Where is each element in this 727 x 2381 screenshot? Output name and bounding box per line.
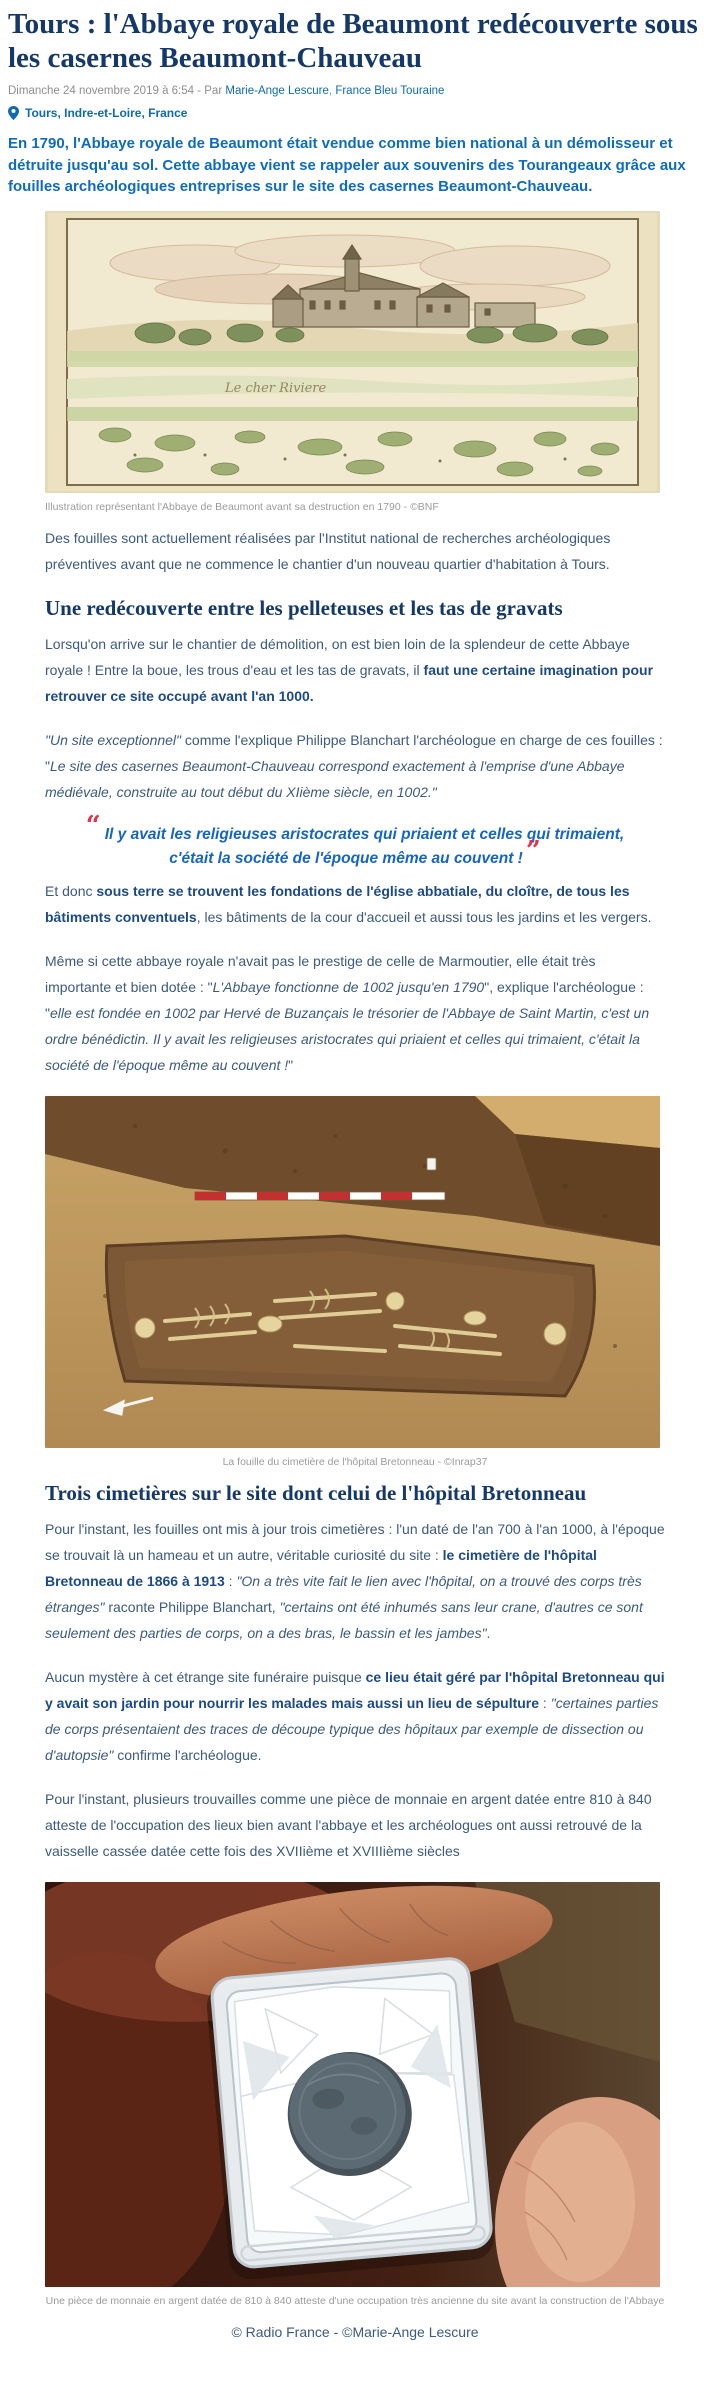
paragraph: Même si cette abbaye royale n'avait pas le prestige de celle de Marmoutier, elle était très importante et bien dotée : "L'Abbaye fonctionne de 1002 jusqu'en 1790", explique l'archéologue : "elle est fondée en 1002 par Hervé de Buzançais le trésorier de l'Abbaye de Saint Martin, c'est un ordre bénédictin. Il y avait les religieuses aristocrates qui priaient et celles qui trimaient, c'était la société de l'époque même au couvent !": [45, 952, 650, 1074]
pull-quote: [82, 811, 628, 870]
image-caption: Illustration représentant l'Abbaye de Beaumont avant sa destruction en 1790 - ©BNF: [45, 501, 439, 514]
location-row: [8, 106, 717, 120]
close-quote-icon: ”: [525, 835, 541, 866]
open-quote-icon: “: [85, 811, 101, 842]
paragraph: Pour l'instant, plusieurs trouvailles comme une pièce de monnaie en argent datée entre 810 à 840 atteste de l'occupation des lieux bien avant l'abbaye et les archéologues ont aussi retrouvé de la vaisselle cassée datée cette fois des XVIIième et XVIIIième siècles: [45, 1791, 652, 1860]
paragraph: Lorsqu'on arrive sur le chantier de démolition, on est bien loin de la splendeur de cette Abbaye royale ! Entre la boue, les trous d'eau et les tas de gravats, il faut une certaine imagination pour retrouver ce site occupé avant l'an 1000.: [45, 636, 654, 705]
article-date: Dimanche 24 novembre 2019 à 6:54 - Par: [8, 85, 226, 98]
river-inscription: Le cher Riviere: [225, 381, 327, 397]
figure-cemetery-dig: [45, 1096, 665, 1470]
photo-credit: © Radio France - ©Marie-Ange Lescure: [231, 2324, 479, 2341]
paragraph: Pour l'instant, les fouilles ont mis à jour trois cimetières : l'un daté de l'an 700 à l'an 1000, à l'époque se trouvait là un hameau et un autre, véritable curiosité du site : le cimetière de l'hôpital Bretonneau de 1866 à 1913 : "On a très vite fait le lien avec l'hôpital, on a trouvé des corps très étranges" raconte Philippe Blanchart, "certains ont été inhumés sans leur crane, d'autres ce sont seulement des parties de corps, on a des bras, le bassin et les jambes".: [45, 1520, 665, 1642]
paragraph: Aucun mystère à cet étrange site funéraire puisque ce lieu était géré par l'hôpital Bretonneau qui y avait son jardin pour nourrir les malades mais aussi un lieu de sépulture : "certaines parties de corps présentaient des traces de découpe typique des hôpitaux par exemple de dissection ou d'autopsie" confirme l'archéologue.: [45, 1669, 665, 1764]
byline: [8, 85, 717, 97]
figure-abbey-illustration: [45, 211, 665, 515]
cemetery-dig-image: [45, 1096, 660, 1448]
page-title: Tours : l'Abbaye royale de Beaumont redécouverte sous les casernes Beaumont-Chauveau: [8, 8, 698, 74]
map-pin-icon: [8, 106, 19, 120]
article-body: [45, 211, 665, 2345]
paragraph: "Un site exceptionnel" comme l'explique Philippe Blanchart l'archéologue en charge de ces fouilles : "Le site des casernes Beaumont-Chauveau correspond exactement à l'emprise d'une Abbaye médiévale, construite au tout début du XIième siècle, en 1002.": [45, 732, 663, 801]
location-link[interactable]: Tours, Indre-et-Loire, France: [25, 106, 188, 121]
station-link[interactable]: France Bleu Touraine: [335, 85, 445, 98]
image-caption: Une pièce de monnaie en argent datée de 810 à 840 atteste d'une occupation très ancienne du site avant la construction de l'Abbaye: [45, 2295, 665, 2308]
pull-quote-text: Il y avait les religieuses aristocrates qui priaient et celles qui trimaient, c'était la société de l'époque même au couvent !: [104, 826, 625, 867]
section-heading-cimetieres: Trois cimetières sur le site dont celui de l'hôpital Bretonneau: [45, 1480, 587, 1505]
author-link[interactable]: Marie-Ange Lescure: [225, 85, 329, 98]
image-caption: La fouille du cimetière de l'hôpital Bretonneau - ©Inrap37: [222, 1456, 488, 1469]
figure-silver-coin: [45, 1882, 665, 2309]
byline-separator: ,: [328, 85, 336, 98]
section-heading-redecouverte: Une redécouverte entre les pelleteuses et les tas de gravats: [45, 595, 563, 620]
article-header: [0, 8, 727, 197]
paragraph: Et donc sous terre se trouvent les fondations de l'église abbatiale, du cloître, de tous les bâtiments conventuels, les bâtiments de la cour d'accueil et aussi tous les jardins et les vergers.: [45, 882, 652, 925]
abbey-illustration-image: [45, 211, 660, 493]
article-lead: En 1790, l'Abbaye royale de Beaumont était vendue comme bien national à un démolisseur et détruite jusqu'au sol. Cette abbaye vient se rappeler aux souvenirs des Tourangeaux grâce aux fouilles archéologiques entreprises sur le site des casernes Beaumont-Chauveau.: [8, 135, 686, 195]
silver-coin-image: [45, 1882, 660, 2287]
paragraph: Des fouilles sont actuellement réalisées par l'Institut national de recherches archéologiques préventives avant que ne commence le chantier d'un nouveau quartier d'habitation à Tours.: [45, 529, 611, 572]
